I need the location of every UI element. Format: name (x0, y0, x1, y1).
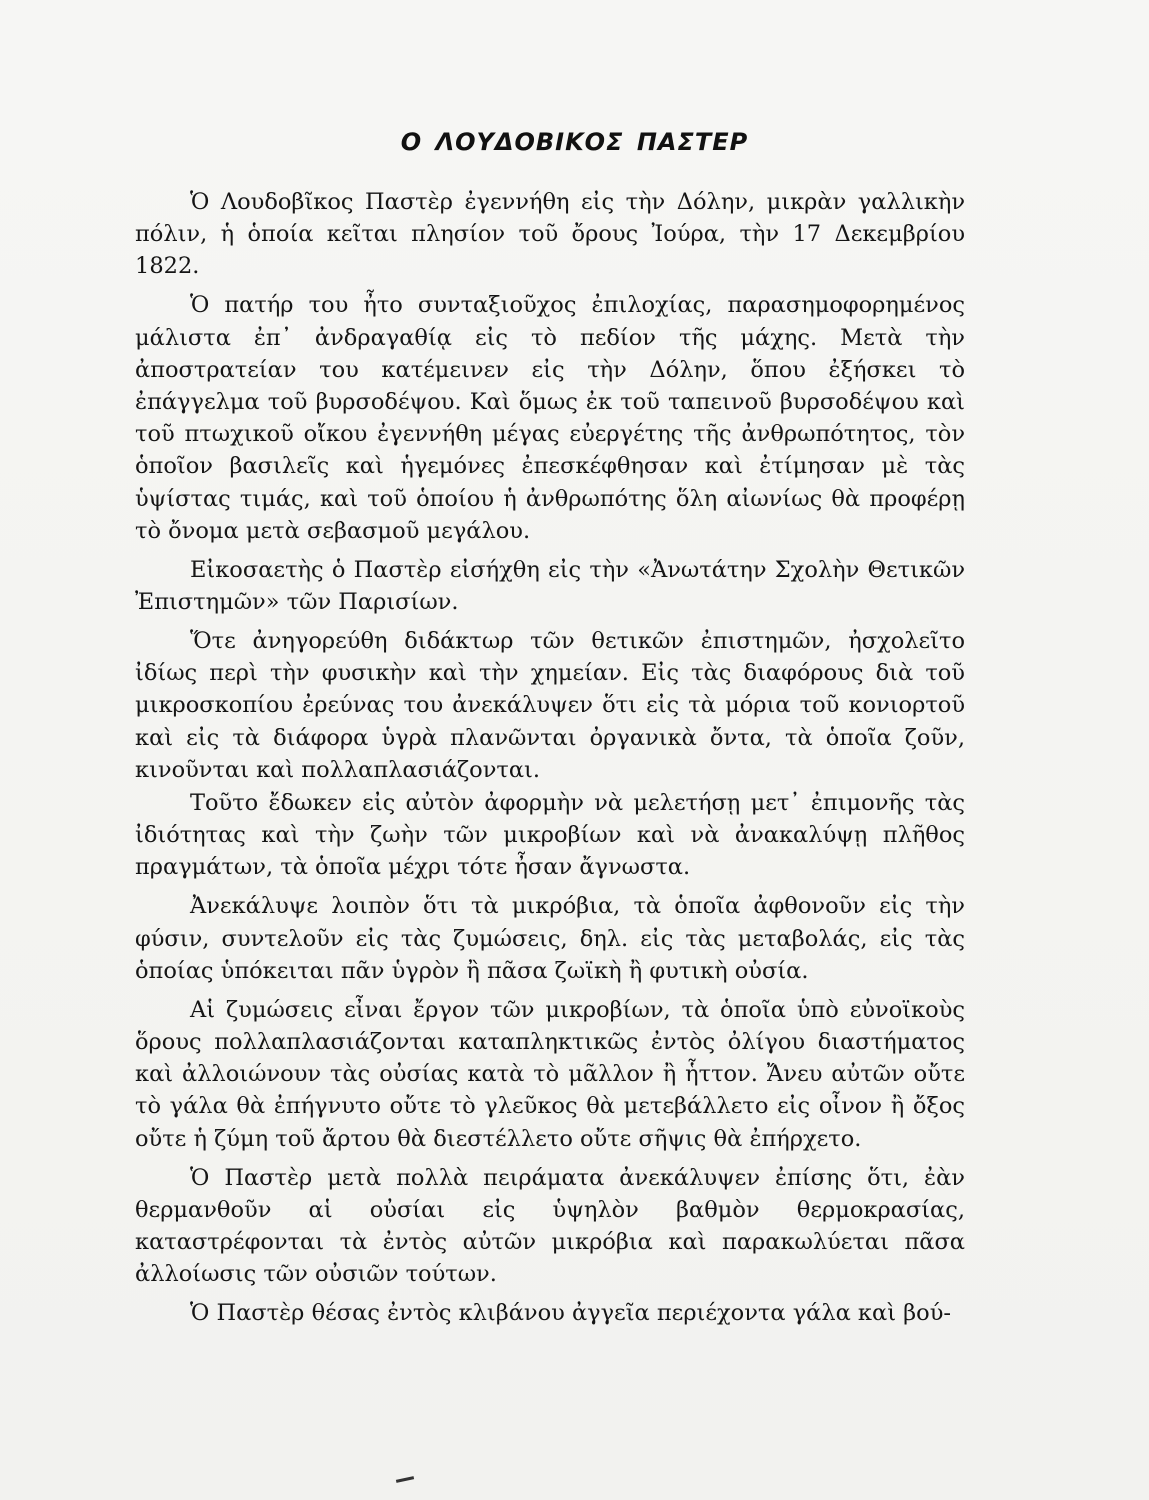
paragraph-4: Ὅτε ἀνηγορεύθη διδάκτωρ τῶν θετικῶν ἐπιστημῶν, ἠσχολεῖτο ἰδίως περὶ τὴν φυσικὴν καὶ τὴν χημείαν. Εἰς τὰς διαφόρους διὰ τοῦ μικροσκοπίου ἐρεύνας του ἀνεκάλυψεν ὅτι εἰς τὰ μόρια τοῦ κονιορτοῦ καὶ εἰς τὰ διάφορα ὑγρὰ πλανῶνται ὀργανικὰ ὄντα, τὰ ὁποῖα ζοῦν, κινοῦνται καὶ πολλαπλασιάζονται. (135, 628, 965, 783)
paragraph-9: Ὁ Παστὲρ θέσας ἐντὸς κλιβάνου ἀγγεῖα περιέχοντα γάλα καὶ βού- (190, 1300, 952, 1327)
paragraph-1: Ὁ Λουδοβῖκος Παστὲρ ἐγεννήθη εἰς τὴν Δόλην, μικρὰν γαλλικὴν πόλιν, ἡ ὁποία κεῖται πλησίον τοῦ ὄρους Ἰούρα, τὴν 17 Δεκεμβρίου 1822. (135, 189, 965, 280)
paragraph-5: Τοῦτο ἔδωκεν εἰς αὐτὸν ἀφορμὴν νὰ μελετήσῃ μετ᾿ ἐπιμονῆς τὰς ἰδιότητας καὶ τὴν ζωὴν τῶν μικροβίων καὶ νὰ ἀνακαλύψῃ πλῆθος πραγμάτων, τὰ ὁποῖα μέχρι τότε ἦσαν ἄγνωστα. (135, 790, 965, 881)
paragraph-6: Ἀνεκάλυψε λοιπὸν ὅτι τὰ μικρόβια, τὰ ὁποῖα ἀφθονοῦν εἰς τὴν φύσιν, συντελοῦν εἰς τὰς ζυμώσεις, δηλ. εἰς τὰς μεταβολάς, εἰς τὰς ὁποίας ὑπόκειται πᾶν ὑγρὸν ἢ πᾶσα ζωϊκὴ ἢ φυτικὴ οὐσία. (135, 893, 965, 984)
article-body (135, 186, 965, 1336)
paragraph-2: Ὁ πατήρ του ἦτο συνταξιοῦχος ἐπιλοχίας, παρασημοφορημένος μάλιστα ἐπ᾿ ἀνδραγαθίᾳ εἰς τὸ πεδίον τῆς μάχης. Μετὰ τὴν ἀποστρατείαν του κατέμεινεν εἰς τὴν Δόλην, ὅπου ἐξήσκει τὸ ἐπάγγελμα τοῦ βυρσοδέψου. Καὶ ὅμως ἐκ τοῦ ταπεινοῦ βυρσοδέψου καὶ τοῦ πτωχικοῦ οἴκου ἐγεννήθη μέγας εὐεργέτης τῆς ἀνθρωπότητος, τὸν ὁποῖον βασιλεῖς καὶ ἡγεμόνες ἐπεσκέφθησαν καὶ ἐτίμησαν μὲ τὰς ὑψίστας τιμάς, καὶ τοῦ ὁποίου ἡ ἀνθρωπότης ὅλη αἰωνίως θὰ προφέρῃ τὸ ὄνομα μετὰ σεβασμοῦ μεγάλου. (135, 292, 965, 544)
page-title: Ο ΛΟΥΔΟΒΙΚΟΣ ΠΑΣΤΕΡ (400, 128, 749, 156)
paragraph-8: Ὁ Παστὲρ μετὰ πολλὰ πειράματα ἀνεκάλυψεν ἐπίσης ὅτι, ἐὰν θερμανθοῦν αἱ οὐσίαι εἰς ὑψηλὸν βαθμὸν θερμοκρασίας, καταστρέφονται τὰ ἐντὸς αὐτῶν μικρόβια καὶ παρακωλύεται πᾶσα ἀλλοίωσις τῶν οὐσιῶν τούτων. (135, 1164, 965, 1288)
print-mark (396, 1476, 414, 1483)
paragraph-3: Εἰκοσαετὴς ὁ Παστὲρ εἰσήχθη εἰς τὴν «Ἀνωτάτην Σχολὴν Θετικῶν Ἐπιστημῶν» τῶν Παρισίων. (135, 556, 965, 616)
paragraph-7: Αἱ ζυμώσεις εἶναι ἔργον τῶν μικροβίων, τὰ ὁποῖα ὑπὸ εὐνοϊκοὺς ὅρους πολλαπλασιάζονται καταπληκτικῶς ἐντὸς ὀλίγου διαστήματος καὶ ἀλλοιώνουν τὰς οὐσίας κατὰ τὸ μᾶλλον ἢ ἧττον. Ἄνευ αὐτῶν οὔτε τὸ γάλα θὰ ἐπήγνυτο οὔτε τὸ γλεῦκος θὰ μετεβάλλετο εἰς οἶνον ἢ ὄξος οὔτε ἡ ζύμη τοῦ ἄρτου θὰ διεστέλλετο οὔτε σῆψις θὰ ἐπήρχετο. (135, 996, 965, 1152)
